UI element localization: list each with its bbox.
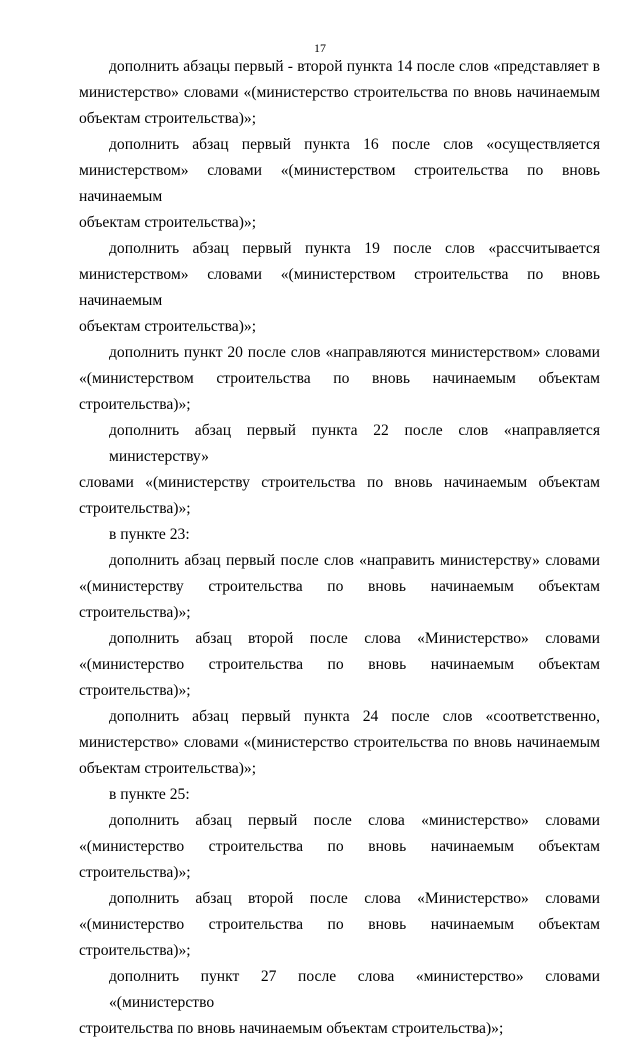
paragraph-line: министерство» словами «(министерство строительства по вновь начинаемым	[79, 734, 600, 751]
paragraph-line: дополнить абзац первый после слова «министерство» словами	[109, 812, 600, 829]
paragraph-line: дополнить абзац первый пункта 24 после слов «соответственно,	[109, 708, 600, 725]
paragraph	[79, 54, 600, 132]
paragraph	[79, 964, 600, 1042]
paragraph	[79, 522, 600, 548]
paragraph-line: дополнить абзац второй после слова «Министерство» словами	[109, 630, 600, 647]
paragraph-line: дополнить абзац первый пункта 16 после слов «осуществляется	[109, 136, 600, 153]
paragraph-line: «(министерству строительства по вновь начинаемым объектам строительства)»;	[79, 578, 600, 621]
paragraph-line: дополнить пункт 20 после слов «направляются министерством» словами	[109, 344, 600, 361]
paragraph-line: строительства по вновь начинаемым объектам строительства)»;	[79, 1020, 504, 1037]
paragraph-line: «(министерство строительства по вновь начинаемым объектам строительства)»;	[79, 838, 600, 881]
paragraph-line: объектам строительства)»;	[79, 760, 257, 777]
paragraph-line: «(министерство строительства по вновь начинаемым объектам строительства)»;	[79, 916, 600, 959]
paragraph-line: дополнить абзац первый пункта 19 после слов «рассчитывается	[109, 240, 600, 257]
paragraph-line: дополнить абзацы первый - второй пункта 14 после слов «представляет в	[109, 58, 600, 75]
paragraph-line: дополнить абзац первый после слов «направить министерству» словами	[109, 552, 600, 569]
paragraph	[79, 704, 600, 782]
paragraph	[79, 132, 600, 236]
paragraph-line: строительства)»;	[79, 396, 191, 413]
paragraph-line: объектам строительства)»;	[79, 318, 257, 335]
paragraph	[79, 808, 600, 886]
document-body	[79, 54, 600, 1042]
paragraph-line: «(министерством строительства по вновь начинаемым объектам	[79, 370, 600, 387]
paragraph	[79, 236, 600, 340]
paragraph-line: «(министерство строительства по вновь начинаемым объектам строительства)»;	[79, 656, 600, 699]
paragraph-line: объектам строительства)»;	[79, 110, 257, 127]
paragraph	[79, 626, 600, 704]
paragraph-line: строительства)»;	[79, 500, 191, 517]
paragraph-line: министерством» словами «(министерством строительства по вновь начинаемым	[79, 266, 600, 309]
paragraph	[79, 782, 600, 808]
paragraph-line: министерство» словами «(министерство строительства по вновь начинаемым	[79, 84, 600, 101]
paragraph-line: в пункте 23:	[109, 526, 190, 543]
paragraph	[79, 418, 600, 522]
paragraph-line: объектам строительства)»;	[79, 214, 257, 231]
paragraph-line: министерством» словами «(министерством строительства по вновь начинаемым	[79, 162, 600, 205]
paragraph-line: словами «(министерству строительства по вновь начинаемым объектам	[79, 474, 600, 491]
paragraph	[79, 548, 600, 626]
paragraph-line: дополнить абзац второй после слова «Министерство» словами	[109, 890, 600, 907]
paragraph-line: дополнить абзац первый пункта 22 после слов «направляется министерству»	[109, 422, 600, 465]
paragraph-line: в пункте 25:	[109, 786, 190, 803]
paragraph-line: дополнить пункт 27 после слова «министерство» словами «(министерство	[109, 968, 600, 1011]
paragraph	[79, 886, 600, 964]
page-number: 17	[314, 41, 326, 55]
paragraph	[79, 340, 600, 418]
